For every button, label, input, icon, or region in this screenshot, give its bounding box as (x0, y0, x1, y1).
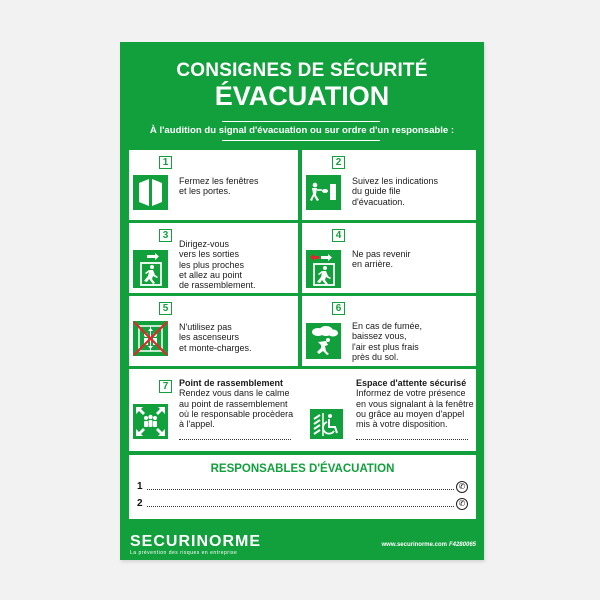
assembly-fill-line[interactable] (179, 439, 291, 440)
refuge-fill-line[interactable] (356, 439, 468, 440)
assembly-point-icon (133, 404, 168, 439)
line-number: 2 (137, 498, 143, 509)
responsable-line-1[interactable] (137, 481, 468, 493)
instruction-text: En cas de fumée, baissez vous, l'air est plus frais près du sol. (352, 321, 423, 362)
instruction-box-2 (302, 150, 476, 220)
phone-icon: ✆ (456, 498, 468, 510)
assembly-text: Point de rassemblement Rendez vous dans le calme au point de rassemblement où le responsable procèdera à l'appel. (179, 378, 294, 430)
title-line2: ÉVACUATION (214, 81, 390, 111)
phone-icon: ✆ (456, 481, 468, 493)
divider-bottom (222, 140, 380, 141)
instruction-box-1 (129, 150, 298, 220)
fill-line[interactable] (147, 489, 454, 490)
responsables-box (129, 455, 476, 519)
window-door-close-icon (133, 175, 168, 210)
subtitle: À l'audition du signal d'évacuation ou sur ordre d'un responsable : (149, 125, 455, 136)
title-line1: CONSIGNES DE SÉCURITÉ (176, 60, 428, 81)
step-number: 5 (159, 302, 172, 315)
responsable-line-2[interactable] (137, 498, 468, 510)
step-number: 6 (332, 302, 345, 315)
step-number: 7 (159, 380, 172, 393)
responsables-title: RESPONSABLES D'ÉVACUATION (210, 463, 395, 475)
brand-logo: SECURINORME (130, 533, 262, 550)
step-number: 1 (159, 156, 172, 169)
reference-code: F4280065 (448, 542, 476, 548)
follow-guide-icon (306, 175, 341, 210)
instruction-text: Dirigez-vous vers les sorties les plus proches et allez au point de rassemblement. (179, 239, 256, 291)
safety-sign (120, 42, 484, 560)
smoke-crouch-icon (306, 323, 341, 359)
fill-line[interactable] (147, 506, 454, 507)
instruction-text: Suivez les indications du guide file d'évacuation. (352, 176, 439, 207)
instruction-box-4 (302, 223, 476, 293)
step-number: 3 (159, 229, 172, 242)
instruction-box-5 (129, 296, 298, 366)
website-url[interactable]: www.securinorme.com (381, 542, 447, 548)
brand-tagline: La prévention des risques en entreprise (130, 550, 238, 556)
refuge-text: Espace d'attente sécurisé Informez de votre présence en vous signalant à la fenêtre ou grâce au moyen d'appel mis à votre disposition. (356, 378, 474, 430)
no-elevator-icon (133, 321, 168, 356)
divider-top (222, 121, 380, 122)
assembly-refuge-box (129, 369, 476, 451)
instruction-box-3 (129, 223, 298, 293)
instruction-box-6 (302, 296, 476, 366)
line-number: 1 (137, 481, 143, 492)
instruction-text: N'utilisez pas les ascenseurs et monte-charges. (179, 322, 252, 353)
website-reference (382, 542, 477, 548)
step-number: 2 (332, 156, 345, 169)
no-return-exit-icon (306, 250, 341, 288)
instruction-text: Ne pas revenir en arrière. (352, 249, 411, 270)
safe-waiting-area-icon (310, 409, 343, 439)
instruction-text: Fermez les fenêtres et les portes. (179, 176, 259, 197)
step-number: 4 (332, 229, 345, 242)
emergency-exit-icon (133, 250, 168, 288)
